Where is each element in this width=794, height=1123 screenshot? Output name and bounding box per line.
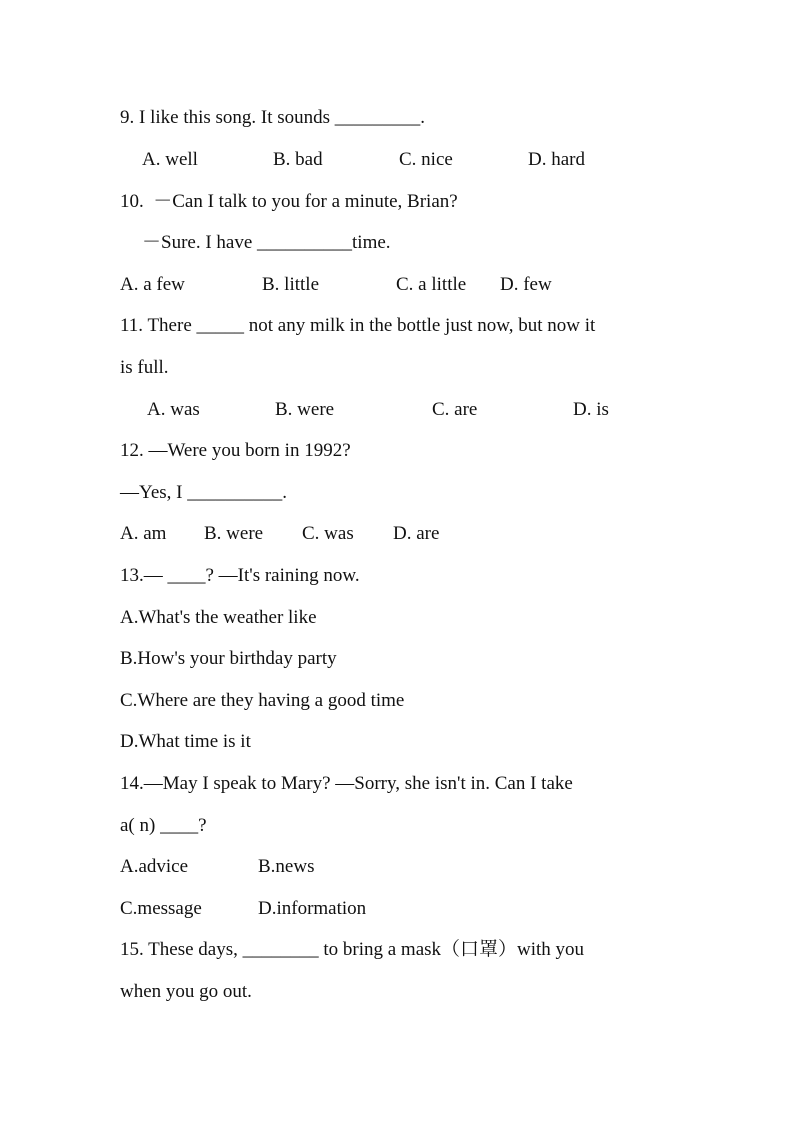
question-12-option-b: B. were (204, 523, 264, 544)
question-14-option-b: B.news (258, 856, 315, 877)
question-13-option-b: B.How's your birthday party (120, 648, 337, 669)
question-9-option-b: B. bad (273, 149, 323, 170)
question-9-option-c: C. nice (399, 149, 453, 170)
question-11-option-d: D. is (573, 399, 609, 420)
question-10-option-a: A. a few (120, 274, 185, 295)
question-13-option-d: D.What time is it (120, 731, 251, 752)
question-12-option-c: C. was (302, 523, 354, 544)
question-13-option-a: A.What's the weather like (120, 607, 317, 628)
question-11-option-b: B. were (275, 399, 335, 420)
question-14-stem-line-1: 14.—May I speak to Mary? —Sorry, she isn't in. Can I take (120, 773, 573, 794)
question-14-option-d: D.information (258, 898, 367, 919)
question-12-option-a: A. am (120, 523, 167, 544)
question-13-option-c: C.Where are they having a good time (120, 690, 405, 711)
question-11-stem-line-1: 11. There _____ not any milk in the bottle just now, but now it (120, 315, 596, 336)
question-14-option-c: C.message (120, 898, 202, 919)
question-15-stem-line-1: 15. These days, ________ to bring a mask（口罩）with you (120, 939, 585, 960)
question-10-option-d: D. few (500, 274, 552, 295)
question-11-stem-line-2: is full. (120, 357, 169, 378)
question-10-reply: －Sure. I have __________time. (142, 232, 391, 253)
question-14-stem-line-2: a( n) ____? (120, 815, 207, 836)
question-13-stem: 13.— ____? —It's raining now. (120, 565, 360, 586)
question-14-option-a: A.advice (120, 856, 189, 877)
question-10-stem: 10. －Can I talk to you for a minute, Brian? (120, 191, 458, 212)
question-10-option-b: B. little (262, 274, 319, 295)
question-10-option-c: C. a little (396, 274, 467, 295)
question-15-stem-line-2: when you go out. (120, 981, 252, 1002)
question-9-stem: 9. I like this song. It sounds _________. (120, 107, 426, 128)
question-9-option-d: D. hard (528, 149, 585, 170)
question-11-option-c: C. are (432, 399, 478, 420)
question-12-stem: 12. —Were you born in 1992? (120, 440, 351, 461)
question-12-option-d: D. are (393, 523, 440, 544)
question-12-reply: —Yes, I __________. (120, 482, 287, 503)
question-11-option-a: A. was (147, 399, 200, 420)
question-9-option-a: A. well (142, 149, 198, 170)
